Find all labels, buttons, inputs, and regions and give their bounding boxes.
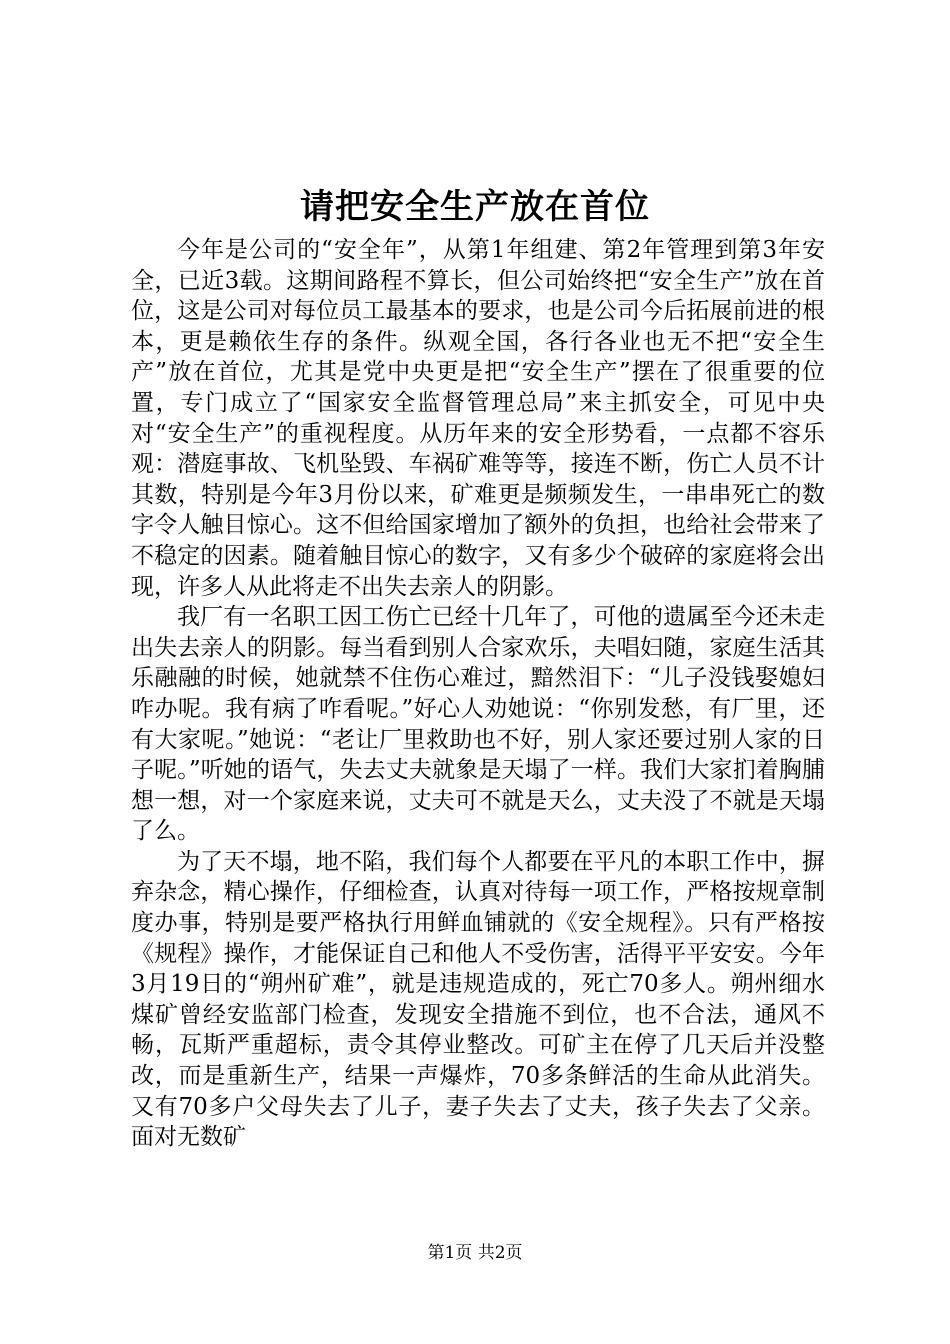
document-body: [131, 235, 825, 1153]
page-number: 第1页 共2页: [427, 1243, 523, 1263]
page-title: 请把安全生产放在首位: [300, 187, 650, 227]
paragraph: 我厂有一名职工因工伤亡已经十几年了，可他的遗属至今还未走出失去亲人的阴影。每当看到别人合家欢乐，夫唱妇随，家庭生活其乐融融的时候，她就禁不住伤心难过，黯然泪下：“儿子没钱娶媳妇咋办呢。我有病了咋看呢。”好心人劝她说：“你别发愁，有厂里，还有大家呢。”她说：“老让厂里救助也不好，别人家还要过别人家的日子呢。”听她的语气，失去丈夫就象是天塌了一样。我们大家扪着胸脯想一想，对一个家庭来说，丈夫可不就是天么，丈夫没了不就是天塌了么。: [131, 604, 825, 845]
paragraph: 为了天不塌，地不陷，我们每个人都要在平凡的本职工作中，摒弃杂念，精心操作，仔细检查，认真对待每一项工作，严格按规章制度办事，特别是要严格执行用鲜血铺就的《安全规程》。只有严格按《规程》操作，才能保证自己和他人不受伤害，活得平平安安。今年3月19日的“朔州矿难”，就是违规造成的，死亡70多人。朔州细水煤矿曾经安监部门检查，发现安全措施不到位，也不合法，通风不畅，瓦斯严重超标，责令其停业整改。可矿主在停了几天后并没整改，而是重新生产，结果一声爆炸，70多条鲜活的生命从此消失。又有70多户父母失去了儿子，妻子失去了丈夫，孩子失去了父亲。面对无数矿: [131, 848, 825, 1151]
paragraph: 今年是公司的“安全年”，从第1年组建、第2年管理到第3年安全，已近3载。这期间路程不算长，但公司始终把“安全生产”放在首位，这是公司对每位员工最基本的要求，也是公司今后拓展前进的根本，更是赖依生存的条件。纵观全国，各行各业也无不把“安全生产”放在首位，尤其是党中央更是把“安全生产”摆在了很重要的位置，专门成立了“国家安全监督管理总局”来主抓安全，可见中央对“安全生产”的重视程度。从历年来的安全形势看，一点都不容乐观：潜庭事故、飞机坠毁、车祸矿难等等，接连不断，伤亡人员不计其数，特别是今年3月份以来，矿难更是频频发生，一串串死亡的数字令人触目惊心。这不但给国家增加了额外的负担，也给社会带来了不稳定的因素。随着触目惊心的数字，又有多少个破碎的家庭将会出现，许多人从此将走不出失去亲人的阴影。: [131, 237, 825, 600]
